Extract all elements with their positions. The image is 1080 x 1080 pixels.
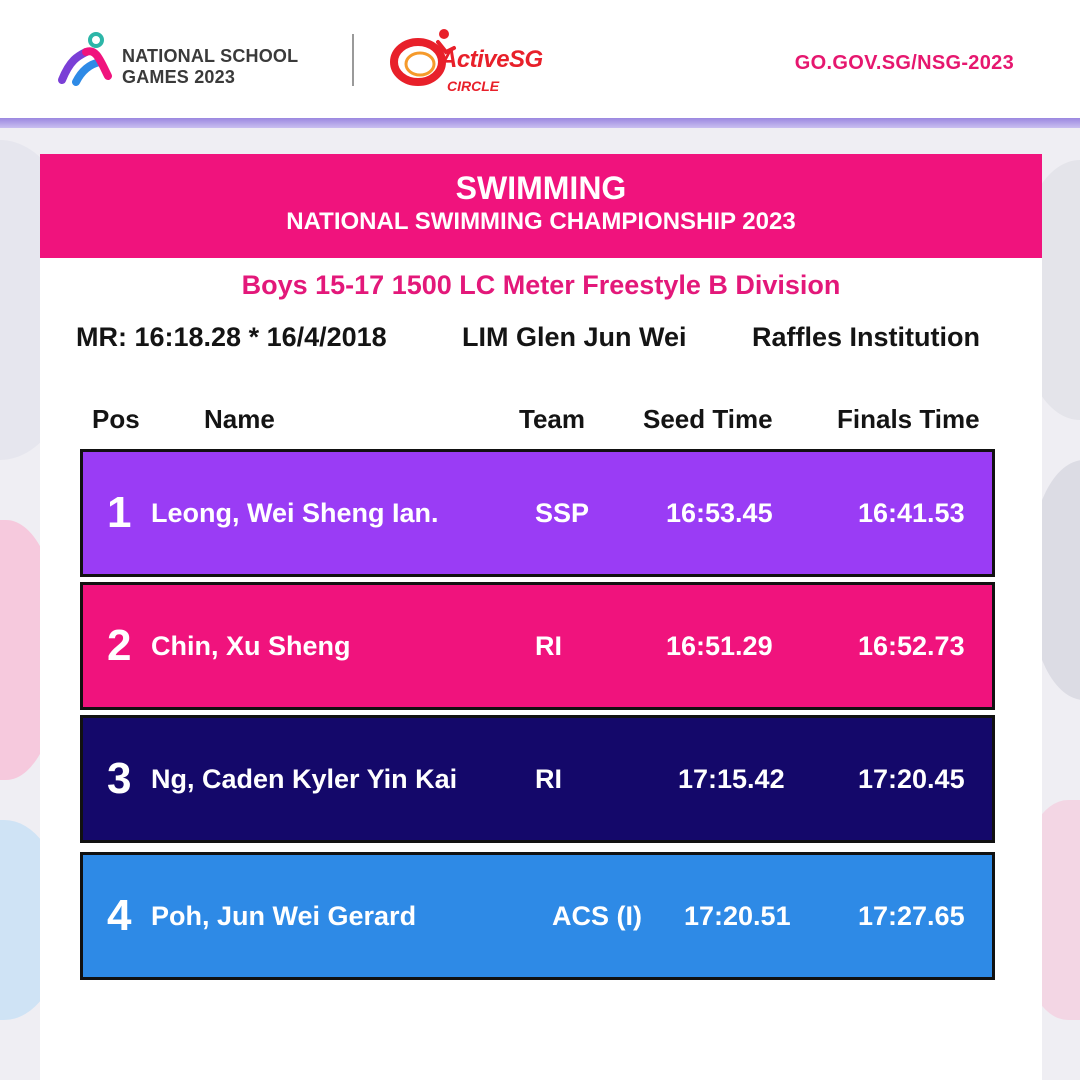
nsg-logo-icon [56,30,116,86]
seed-time: 16:51.29 [666,631,773,661]
header-accent-strip [0,118,1080,128]
team-code: SSP [535,498,590,528]
finals-time: 17:20.45 [858,764,965,794]
result-row [80,582,995,710]
swimmer-name: Ng, Caden Kyler Yin Kai [151,764,458,794]
column-header-pos: Pos [92,404,140,434]
activesg-circle-label: CIRCLE [447,78,500,94]
result-position: 2 [107,621,132,670]
header-bar [0,0,1080,118]
result-position: 4 [107,891,132,940]
website-url[interactable]: GO.GOV.SG/NSG-2023 [794,52,1014,74]
finals-time: 16:41.53 [858,498,965,528]
seed-time: 17:20.51 [684,901,791,931]
result-row [80,449,995,577]
results-card [40,154,1042,1080]
team-code: RI [535,631,562,661]
nsg-line2: GAMES 2023 [122,67,236,87]
sport-banner [40,154,1042,258]
column-header-seed-time: Seed Time [643,404,773,434]
result-row [80,715,995,843]
column-header-name: Name [204,404,275,434]
result-position: 3 [107,754,132,803]
team-code: ACS (I) [552,901,642,931]
finals-time: 16:52.73 [858,631,965,661]
record-school: Raffles Institution [752,322,980,352]
team-code: RI [535,764,562,794]
result-row [80,852,995,980]
swimmer-name: Leong, Wei Sheng Ian. [151,498,439,528]
nsg-line1: NATIONAL SCHOOL [122,46,299,66]
event-title: Boys 15-17 1500 LC Meter Freestyle B Division [241,270,841,300]
column-header-finals-time: Finals Time [837,404,980,434]
swimmer-name: Chin, Xu Sheng [151,631,351,661]
sport-title: SWIMMING [455,170,627,206]
logo-divider [352,34,354,86]
seed-time: 16:53.45 [666,498,773,528]
record-holder: LIM Glen Jun Wei [462,322,687,352]
swimmer-name: Poh, Jun Wei Gerard [151,901,417,931]
meet-record: MR: 16:18.28 * 16/4/2018 [76,322,387,352]
activesg-wordmark: ActiveSG [440,46,543,73]
result-position: 1 [107,488,132,537]
nsg-wordmark [122,46,298,88]
column-header-team: Team [519,404,585,434]
championship-title: NATIONAL SWIMMING CHAMPIONSHIP 2023 [286,208,796,235]
finals-time: 17:27.65 [858,901,965,931]
seed-time: 17:15.42 [678,764,785,794]
